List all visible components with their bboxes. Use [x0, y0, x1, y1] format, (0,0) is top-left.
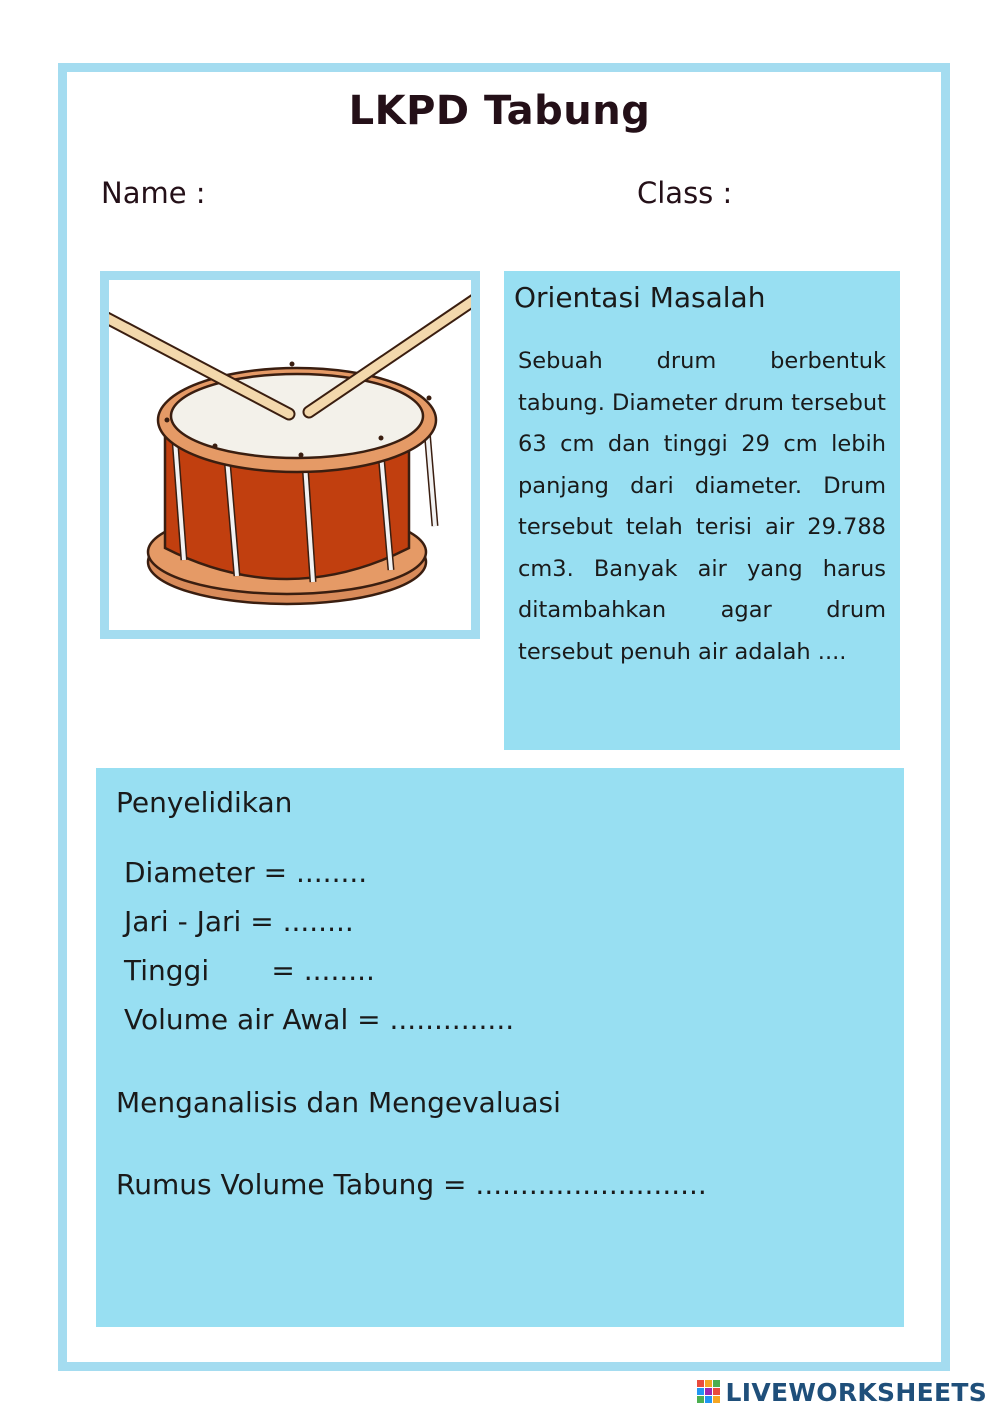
orientasi-masalah-box — [504, 271, 900, 750]
diameter-line: Diameter = ........ — [124, 856, 368, 889]
volume-air-awal-line: Volume air Awal = .............. — [124, 1003, 515, 1036]
watermark-text: LIVEWORKSHEETS — [725, 1377, 987, 1407]
jari-jari-line: Jari - Jari = ........ — [124, 905, 354, 938]
orientasi-title: Orientasi Masalah — [514, 281, 766, 314]
penyelidikan-box — [96, 768, 904, 1327]
name-label: Name : — [101, 176, 206, 210]
worksheet-title: LKPD Tabung — [348, 88, 651, 134]
class-label: Class : — [637, 176, 733, 210]
liveworksheets-watermark — [696, 1377, 987, 1407]
tinggi-line: Tinggi = ........ — [124, 954, 375, 987]
orientasi-text: Sebuah drum berbentuk tabung. Diameter drum tersebut 63 cm dan tinggi 29 cm lebih panjang dari diameter. Drum tersebut telah terisi air 29.788 cm3. Banyak air yang harus ditambahkan agar drum tersebut penuh air adalah .... — [518, 348, 886, 665]
drum-icon — [109, 280, 471, 630]
analisis-title: Menganalisis dan Mengevaluasi — [116, 1086, 561, 1119]
drum-image-box — [100, 271, 480, 639]
liveworksheets-logo-icon — [696, 1379, 722, 1405]
penyelidikan-title: Penyelidikan — [116, 786, 293, 819]
rumus-volume-line: Rumus Volume Tabung = .......................... — [116, 1168, 707, 1201]
